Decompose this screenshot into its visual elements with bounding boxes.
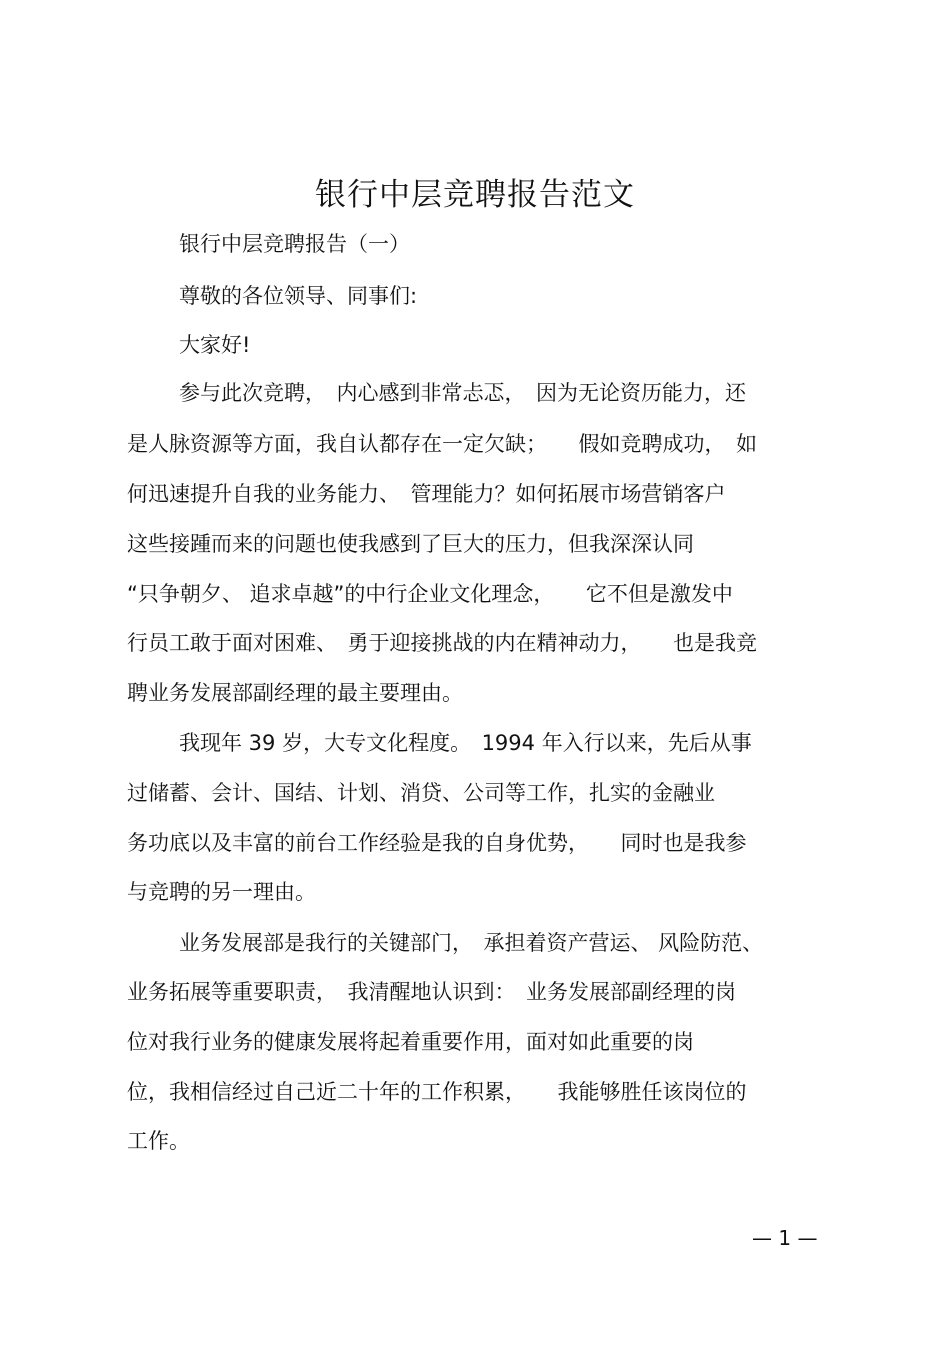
text-line: 这些接踵而来的问题也使我感到了巨大的压力，但我深深认同 bbox=[127, 532, 694, 556]
text-line: 位，我相信经过自己近二十年的工作积累， 我能够胜任该岗位的 bbox=[127, 1080, 747, 1104]
text-line: 务功底以及丰富的前台工作经验是我的自身优势， 同时也是我参 bbox=[127, 831, 747, 855]
document-title: 银行中层竞聘报告范文 bbox=[315, 177, 635, 213]
text-line: 位对我行业务的健康发展将起着重要作用，面对如此重要的岗 bbox=[127, 1030, 694, 1054]
text-line: 与竞聘的另一理由。 bbox=[127, 880, 316, 904]
text-line: 银行中层竞聘报告（一） bbox=[179, 232, 410, 256]
page-number: — 1 — bbox=[752, 1226, 818, 1250]
text-line: 业务发展部是我行的关键部门， 承担着资产营运、 风险防范、 bbox=[179, 931, 764, 955]
text-line: 聘业务发展部副经理的最主要理由。 bbox=[127, 681, 463, 705]
text-line: “只争朝夕、 追求卓越”的中行企业文化理念， 它不但是激发中 bbox=[127, 582, 733, 606]
text-line: 大家好! bbox=[179, 333, 251, 357]
text-line: 何迅速提升自我的业务能力、 管理能力？如何拓展市场营销客户 bbox=[127, 482, 726, 506]
text-line: 我现年 39 岁，大专文化程度。 1994 年入行以来，先后从事 bbox=[179, 731, 752, 755]
text-line: 工作。 bbox=[127, 1129, 190, 1153]
text-line: 过储蓄、会计、国结、计划、消贷、公司等工作，扎实的金融业 bbox=[127, 781, 715, 805]
text-line: 是人脉资源等方面，我自认都存在一定欠缺； 假如竞聘成功， 如 bbox=[127, 432, 757, 456]
text-line: 业务拓展等重要职责， 我清醒地认识到： 业务发展部副经理的岗 bbox=[127, 980, 736, 1004]
text-line: 行员工敢于面对困难、 勇于迎接挑战的内在精神动力， 也是我竞 bbox=[127, 631, 757, 655]
text-line: 参与此次竞聘， 内心感到非常忐忑， 因为无论资历能力，还 bbox=[179, 381, 746, 405]
text-line: 尊敬的各位领导、同事们: bbox=[179, 284, 418, 308]
